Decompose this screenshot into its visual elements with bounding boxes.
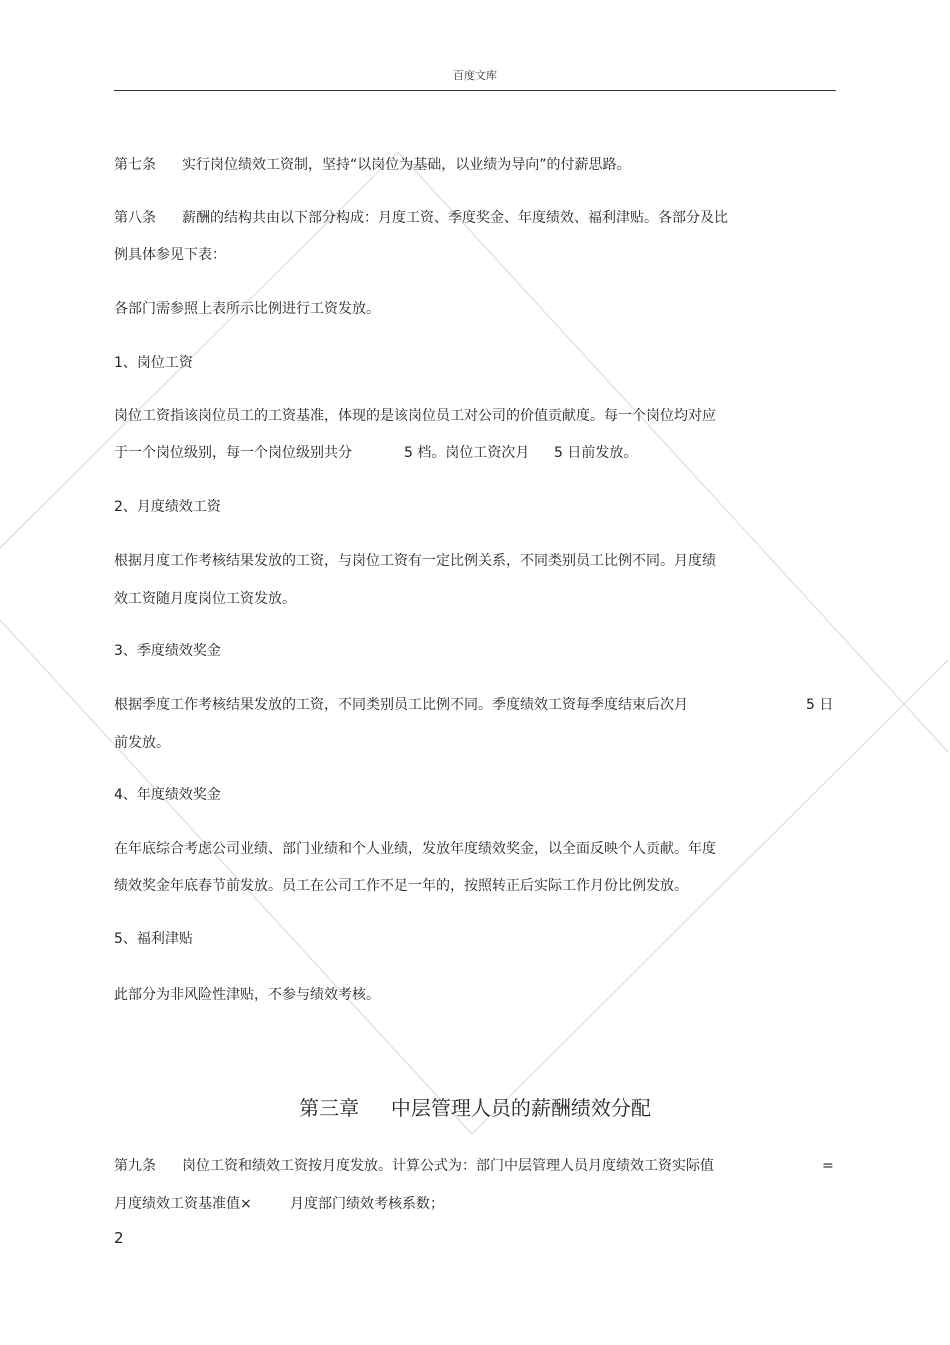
article-9-equals: = xyxy=(822,1158,834,1174)
section-3-line1: 根据季度工作考核结果发放的工资，不同类别员工比例不同。季度绩效工资每季度结束后次月 xyxy=(114,697,688,713)
article-8-text: 薪酬的结构共由以下部分构成：月度工资、季度奖金、年度绩效、福利津贴。各部分及比 xyxy=(182,210,728,226)
section-2-line2: 效工资随月度岗位工资发放。 xyxy=(114,591,296,607)
section-3-line1-tail: 5 日 xyxy=(806,697,834,713)
section-4-heading: 4、年度绩效奖金 xyxy=(114,787,221,803)
article-8-number: 第八条 xyxy=(114,210,156,226)
section-5-line1: 此部分为非风险性津贴，不参与绩效考核。 xyxy=(114,987,380,1003)
article-9-line2b: 月度部门绩效考核系数； xyxy=(290,1196,444,1212)
section-2-line1: 根据月度工作考核结果发放的工资，与岗位工资有一定比例关系，不同类别员工比例不同。月度绩 xyxy=(114,553,716,569)
section-4-line2: 绩效奖金年底春节前发放。员工在公司工作不足一年的，按照转正后实际工作月份比例发放。 xyxy=(114,878,688,894)
section-2-heading: 2、月度绩效工资 xyxy=(114,499,221,515)
page-number: 2 xyxy=(114,1229,124,1247)
section-1-line1: 岗位工资指该岗位员工的工资基准，体现的是该岗位员工对公司的价值贡献度。每一个岗位均对应 xyxy=(114,408,716,424)
section-1-line2b: 5 档。岗位工资次月 xyxy=(404,445,530,461)
section-3-heading: 3、季度绩效奖金 xyxy=(114,643,221,659)
section-3-line2: 前发放。 xyxy=(114,735,170,751)
section-1-heading: 1、岗位工资 xyxy=(114,355,193,371)
header-title: 百度文库 xyxy=(453,69,497,82)
section-5-heading: 5、福利津贴 xyxy=(114,931,193,947)
section-1-line2c: 5 日前发放。 xyxy=(554,445,638,461)
article-9-line2a: 月度绩效工资基准值× xyxy=(114,1196,252,1212)
section-1-line2a: 于一个岗位级别，每一个岗位级别共分 xyxy=(114,445,352,461)
header-divider xyxy=(114,90,836,91)
article-7-number: 第七条 xyxy=(114,157,156,173)
article-9-number: 第九条 xyxy=(114,1158,156,1174)
article-7-text: 实行岗位绩效工资制，坚持“以岗位为基础，以业绩为导向”的付薪思路。 xyxy=(182,157,631,173)
section-4-line1: 在年底综合考虑公司业绩、部门业绩和个人业绩，发放年度绩效奖金，以全面反映个人贡献。年度 xyxy=(114,841,716,857)
paragraph-department-note: 各部门需参照上表所示比例进行工资发放。 xyxy=(114,301,380,317)
article-8-continuation: 例具体参见下表： xyxy=(114,247,226,263)
chapter-heading: 第三章 中层管理人员的薪酬绩效分配 xyxy=(299,1096,651,1120)
article-9-line1: 岗位工资和绩效工资按月度发放。计算公式为：部门中层管理人员月度绩效工资实际值 xyxy=(182,1158,714,1174)
